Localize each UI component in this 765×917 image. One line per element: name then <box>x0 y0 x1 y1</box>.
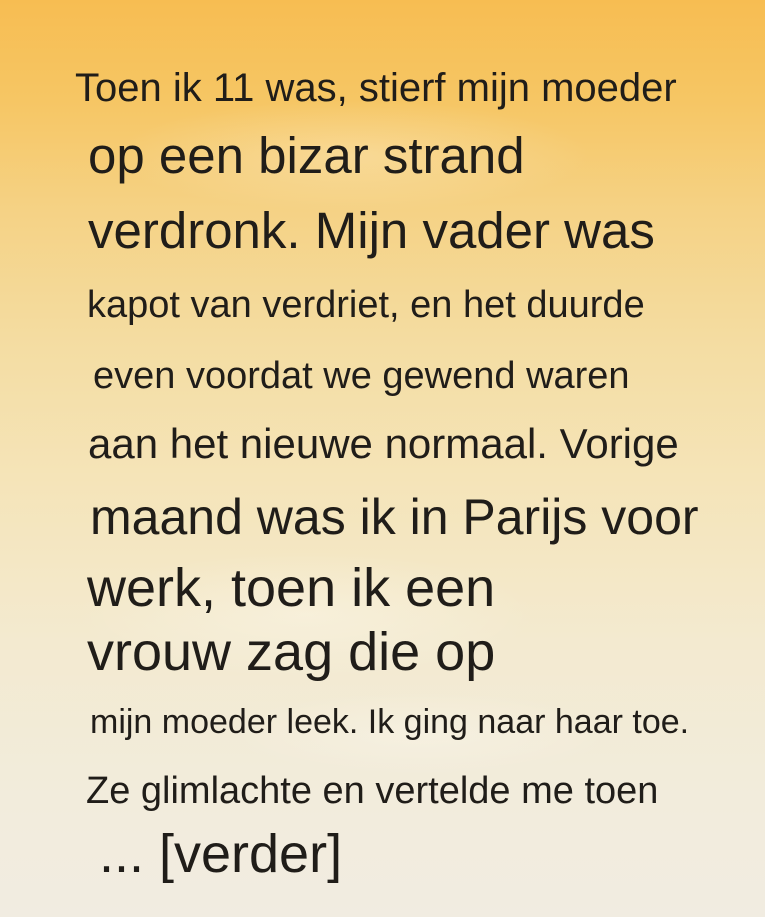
story-text-line-2: op een bizar strand <box>88 127 525 184</box>
story-text-line-10: mijn moeder leek. Ik ging naar haar toe. <box>90 703 690 741</box>
story-text-line-5: even voordat we gewend waren <box>93 355 630 397</box>
see-more-link[interactable]: ... [verder] <box>99 824 343 884</box>
story-text-line-9: vrouw zag die op <box>87 622 496 682</box>
story-text-line-11: Ze glimlachte en vertelde me toen <box>86 770 659 812</box>
story-text-line-1: Toen ik 11 was, stierf mijn moeder <box>75 66 677 110</box>
story-text-line-8: werk, toen ik een <box>87 558 496 618</box>
story-text-line-7: maand was ik in Parijs voor <box>90 489 699 545</box>
story-text-line-6: aan het nieuwe normaal. Vorige <box>88 420 679 467</box>
story-text-line-4: kapot van verdriet, en het duurde <box>87 284 645 326</box>
story-text-line-3: verdronk. Mijn vader was <box>88 202 655 259</box>
